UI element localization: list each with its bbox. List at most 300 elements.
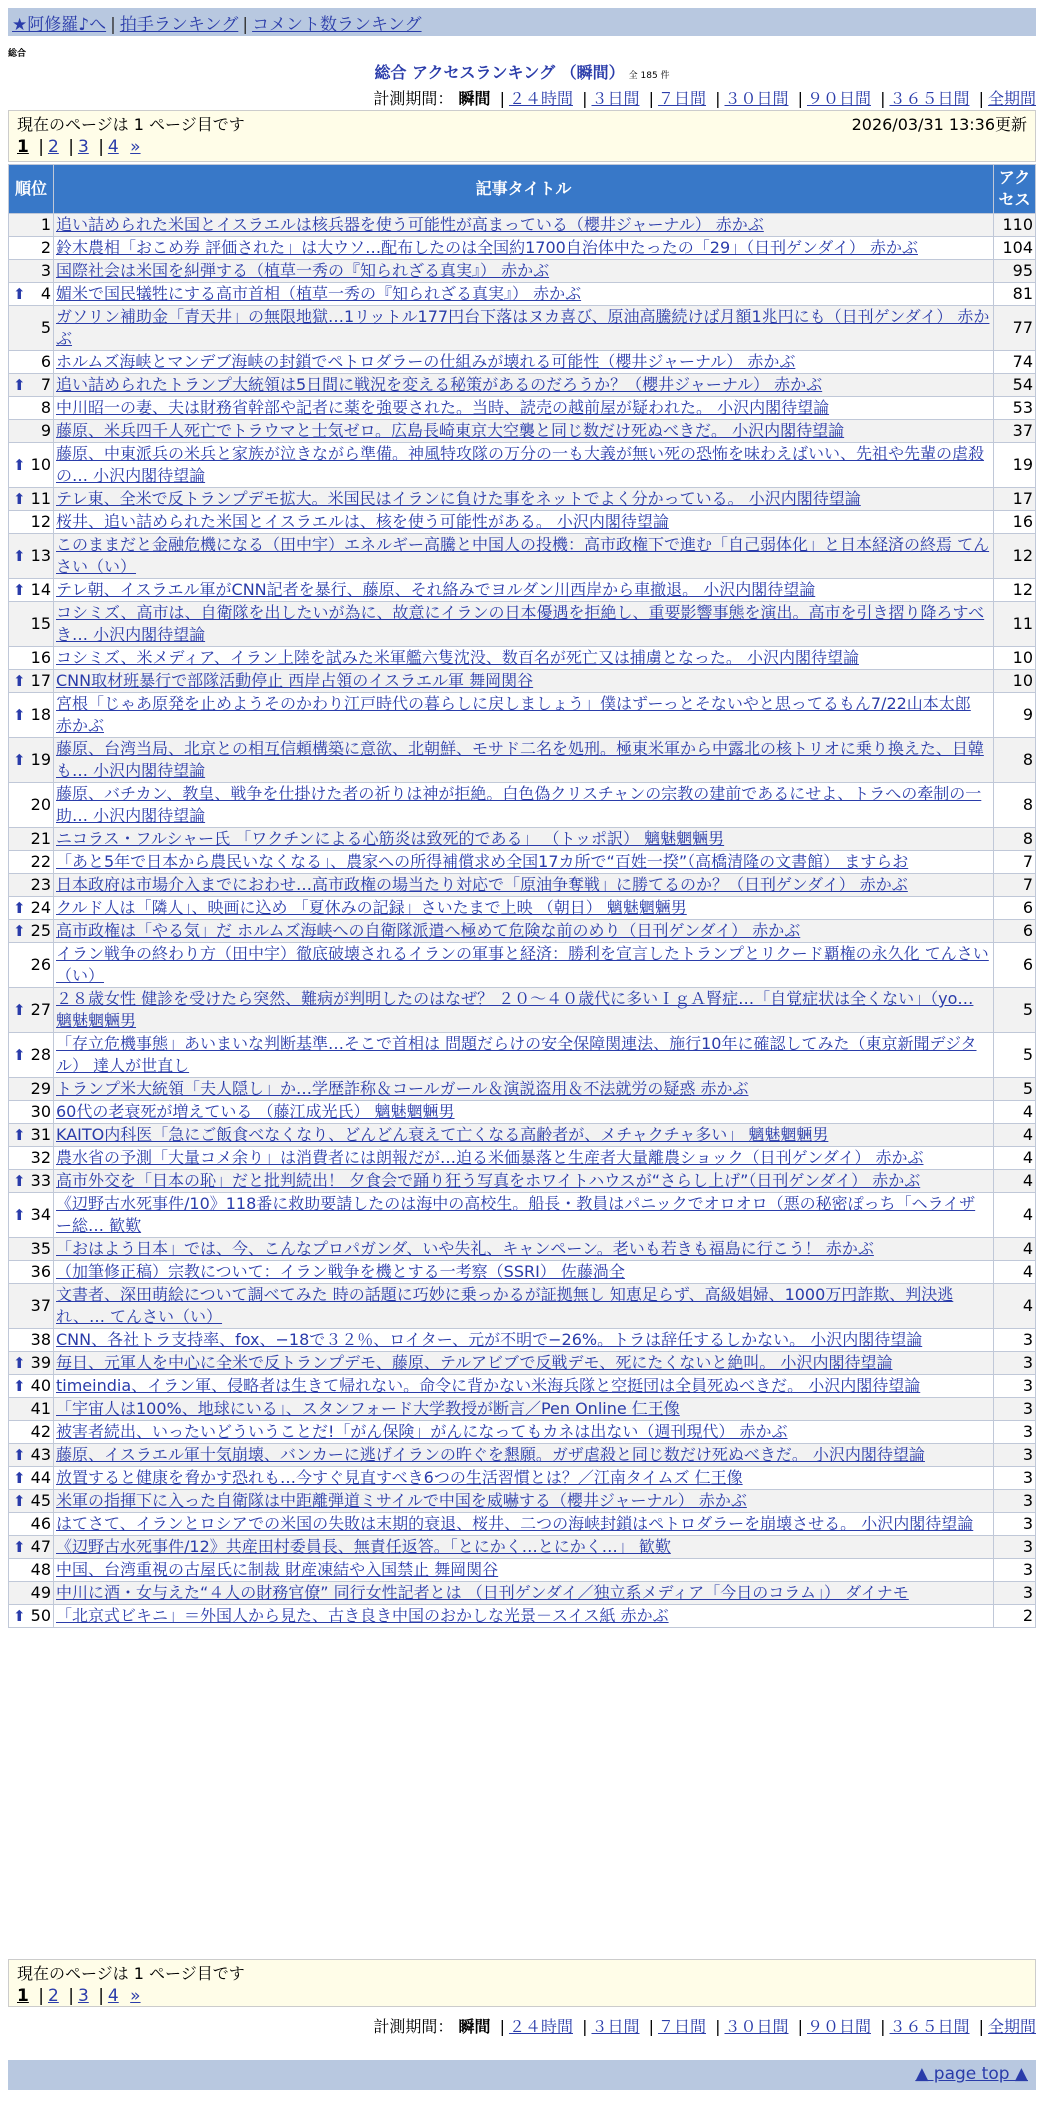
rank-cell: [9, 1033, 54, 1078]
rank-cell: [9, 1193, 54, 1238]
rank-number: 3: [40, 261, 51, 280]
rank-cell: [9, 647, 54, 670]
article-link[interactable]: 藤原、イスラエル軍十気崩壊、バンカーに逃げイランの旿ぐを懇願。ガザ虐殺と同じ数だけ死ぬべきだ。 小沢内閣待望論: [56, 1445, 925, 1464]
article-link[interactable]: 日本政府は市場介入までにおわせ…高市政権の場当たり対応で「原油争奪戦」に勝てるのか？（日刊ゲンダイ） 赤かぶ: [56, 875, 908, 894]
rank-number: 14: [30, 580, 51, 599]
access-count: 4: [994, 1261, 1036, 1284]
title-cell: [54, 897, 994, 920]
article-link[interactable]: テレ朝、イスラエル軍がCNN記者を暴行、藤原、それ絡みでヨルダン川西岸から車撤退。 小沢内閣待望論: [56, 580, 816, 599]
rank-number: 11: [30, 489, 51, 508]
pager-separator: |: [38, 137, 44, 157]
rank-number: 41: [30, 1399, 51, 1418]
title-cell: [54, 1467, 994, 1490]
rank-number: 18: [30, 705, 51, 724]
article-link[interactable]: 米軍の指揮下に入った自衛隊は中距離弾道ミサイルで中国を威嚇する（櫻井ジャーナル） 赤かぶ: [56, 1491, 747, 1510]
clap-ranking-link[interactable]: 拍手ランキング: [119, 15, 239, 35]
current-page-text: 現在のページは 1 ページ目です: [17, 115, 245, 134]
rank-up-arrow-icon: ⬆: [13, 1538, 26, 1556]
access-count: 12: [994, 534, 1036, 579]
rank-cell: [9, 260, 54, 283]
table-row: [9, 1605, 1036, 1628]
rank-number: 8: [40, 398, 51, 417]
title-cell: [54, 1513, 994, 1536]
pager-page-3[interactable]: 3: [77, 137, 89, 157]
rank-number: 33: [30, 1171, 51, 1190]
rank-cell: [9, 1124, 54, 1147]
article-link[interactable]: 中国、台湾重視の古屋氏に制裁 財産凍結や入国禁止 舞岡関谷: [56, 1560, 499, 1579]
article-link[interactable]: 高市外交を「日本の恥」だと批判続出！ 夕食会で踊り狂う写真をホワイトハウスが“さらし上げ”（日刊ゲンダイ） 赤かぶ: [56, 1171, 921, 1190]
article-link[interactable]: 毎日、元軍人を中心に全米で反トランプデモ、藤原、テルアビブで反戦デモ、死にたくないと絶叫。 小沢内閣待望論: [56, 1353, 893, 1372]
access-count: 53: [994, 397, 1036, 420]
page-top-link[interactable]: ▲ page top ▲: [915, 2064, 1028, 2084]
title-cell: [54, 397, 994, 420]
rank-number: 17: [30, 671, 51, 690]
rank-number: 49: [30, 1583, 51, 1602]
access-count: 5: [994, 1078, 1036, 1101]
article-link[interactable]: 農水省の予測「大量コメ余り」は消費者には朗報だが…迫る米価暴落と生産者大量離農ショック（日刊ゲンダイ） 赤かぶ: [56, 1148, 924, 1167]
article-link[interactable]: CNN、各社トラ支持率、fox、−18で３２％、ロイター、元が不明で−26%。トラは辞任するしかない。 小沢内閣待望論: [56, 1330, 923, 1349]
category-label: 総合: [8, 49, 27, 59]
rank-number: 5: [40, 318, 51, 337]
table-row: [9, 1582, 1036, 1605]
title-cell: [54, 828, 994, 851]
table-row: [9, 693, 1036, 738]
rank-up-arrow-icon: ⬆: [13, 1046, 26, 1064]
rank-up-arrow-icon: ⬆: [13, 1126, 26, 1144]
access-count: 3: [994, 1559, 1036, 1582]
title-cell: [54, 874, 994, 897]
rank-cell: [9, 351, 54, 374]
period-current: 瞬間: [458, 89, 491, 108]
table-row: [9, 1421, 1036, 1444]
access-count: 5: [994, 988, 1036, 1033]
rank-up-arrow-icon: ⬆: [13, 547, 26, 565]
pager-separator: |: [98, 1986, 104, 2006]
article-link[interactable]: ホルムズ海峡とマンデブ海峡の封鎖でペトロダラーの仕組みが壊れる可能性（櫻井ジャーナル） 赤かぶ: [56, 352, 796, 371]
rank-cell: [9, 1582, 54, 1605]
rank-number: 34: [30, 1205, 51, 1224]
article-link[interactable]: コシミズ、米メディア、イラン上陸を試みた米軍艦六隻沈没、数百名が死亡又は捕虜となった。 小沢内閣待望論: [56, 648, 860, 667]
title-cell: [54, 1078, 994, 1101]
table-row: [9, 851, 1036, 874]
access-count: 3: [994, 1421, 1036, 1444]
article-link[interactable]: 追い詰められたトランプ大統領は5日間に戦況を変える秘策があるのだろうか？（櫻井ジャーナル） 赤かぶ: [56, 375, 823, 394]
rank-number: 47: [30, 1537, 51, 1556]
rank-number: 50: [30, 1606, 51, 1625]
rank-cell: [9, 488, 54, 511]
title-cell: [54, 1536, 994, 1559]
table-row: [9, 1467, 1036, 1490]
rank-cell: [9, 1490, 54, 1513]
rank-cell: [9, 602, 54, 647]
table-row: [9, 443, 1036, 488]
rank-cell: [9, 420, 54, 443]
rank-up-arrow-icon: ⬆: [13, 1001, 26, 1019]
period-separator: |: [880, 89, 886, 108]
table-row: [9, 397, 1036, 420]
top-nav: [8, 8, 1036, 36]
pager-separator: |: [98, 137, 104, 157]
access-count: 5: [994, 1033, 1036, 1078]
rank-cell: [9, 1421, 54, 1444]
rank-cell: [9, 1513, 54, 1536]
table-row: [9, 1101, 1036, 1124]
table-row: [9, 1490, 1036, 1513]
rank-cell: [9, 738, 54, 783]
rank-up-arrow-icon: ⬆: [13, 1206, 26, 1224]
rank-cell: [9, 943, 54, 988]
rank-cell: [9, 214, 54, 237]
table-row: [9, 1078, 1036, 1101]
pager-top: [17, 137, 1027, 157]
article-link[interactable]: 「おはよう日本」では、今、こんなプロパガンダ、いや失礼、キャンペーン。老いも若きも福島に行こう！ 赤かぶ: [56, 1239, 874, 1258]
article-link[interactable]: 国際社会は米国を糾弾する（植草一秀の『知られざる真実』） 赤かぶ: [56, 261, 550, 280]
rank-up-arrow-icon: ⬆: [13, 751, 26, 769]
table-row: [9, 920, 1036, 943]
title-cell: [54, 1101, 994, 1124]
rank-number: 20: [30, 795, 51, 814]
title-cell: [54, 374, 994, 397]
period-current: 瞬間: [458, 2017, 491, 2036]
rank-up-arrow-icon: ⬆: [13, 1469, 26, 1487]
rank-up-arrow-icon: ⬆: [13, 672, 26, 690]
rank-cell: [9, 306, 54, 351]
article-link[interactable]: 追い詰められた米国とイスラエルは核兵器を使う可能性が高まっている（櫻井ジャーナル） 赤かぶ: [56, 215, 764, 234]
rank-number: 46: [30, 1514, 51, 1533]
period-separator: |: [880, 2017, 886, 2036]
title-cell: [54, 1398, 994, 1421]
article-link[interactable]: CNN取材班暴行で部隊活動停止 西岸占領のイスラエル軍 舞岡関谷: [56, 671, 534, 690]
nav-separator: |: [242, 15, 249, 35]
article-link[interactable]: コシミズ、高市は、自衛隊を出したいが為に、故意にイランの日本優遇を拒絶し、重要影響事態を演出。高市を引き摺り降ろすべき… 小沢内閣待望論: [56, 603, 985, 644]
title-cell: [54, 534, 994, 579]
period-selector-bottom: [373, 2014, 1036, 2037]
rank-cell: [9, 1444, 54, 1467]
title-cell: [54, 920, 994, 943]
table-row: [9, 534, 1036, 579]
rank-cell: [9, 443, 54, 488]
period-separator: |: [978, 89, 984, 108]
period-link-365d[interactable]: ３６５日間: [889, 2017, 970, 2036]
access-count: 4: [994, 1124, 1036, 1147]
rank-up-arrow-icon: ⬆: [13, 581, 26, 599]
rank-header: 順位: [9, 165, 54, 214]
comment-ranking-link[interactable]: コメント数ランキング: [252, 15, 422, 35]
article-link[interactable]: このままだと金融危機になる（田中宇）エネルギー高騰と中国人の投機：高市政権下で進む「自己弱体化」と日本経済の終焉 てんさい（い）: [56, 535, 990, 576]
title-cell: [54, 1284, 994, 1329]
rank-number: 12: [30, 512, 51, 531]
rank-number: 10: [30, 455, 51, 474]
rank-number: 37: [30, 1296, 51, 1315]
access-count: 3: [994, 1536, 1036, 1559]
rank-cell: [9, 670, 54, 693]
table-row: [9, 306, 1036, 351]
access-count: 4: [994, 1147, 1036, 1170]
table-row: [9, 1261, 1036, 1284]
title-cell: [54, 1170, 994, 1193]
article-link[interactable]: 60代の老衰死が増えている （藤江成光氏） 魑魅魍魎男: [56, 1102, 455, 1121]
rank-cell: [9, 1147, 54, 1170]
pager-current-page: 1: [17, 1986, 29, 2006]
title-cell: [54, 283, 994, 306]
article-link[interactable]: イラン戦争の終わり方（田中宇）徹底破壊されるイランの軍事と経済：勝利を宣言したトランプとリクード覇権の永久化 てんさい（い）: [56, 944, 989, 985]
title-cell: [54, 443, 994, 488]
article-link[interactable]: ２８歳女性 健診を受けたら突然、難病が判明したのはなぜ？ ２０～４０歳代に多いＩｇＡ腎症…「自覚症状は全くない」（yo… 魑魅魍魎男: [56, 989, 974, 1030]
table-row: [9, 351, 1036, 374]
table-row: [9, 1033, 1036, 1078]
title-cell: [54, 602, 994, 647]
table-row: [9, 283, 1036, 306]
access-count: 8: [994, 828, 1036, 851]
table-row: [9, 1284, 1036, 1329]
rank-cell: [9, 1284, 54, 1329]
title-cell: [54, 420, 994, 443]
table-header-row: [9, 165, 1036, 214]
rank-cell: [9, 897, 54, 920]
period-separator: |: [648, 89, 654, 108]
access-count: 104: [994, 237, 1036, 260]
pager-page-2[interactable]: 2: [47, 1986, 59, 2006]
rank-cell: [9, 283, 54, 306]
article-link[interactable]: 高市政権は「やる気」だ ホルムズ海峡への自衛隊派遣へ極めて危険な前のめり（日刊ゲンダイ） 赤かぶ: [56, 921, 801, 940]
table-row: [9, 647, 1036, 670]
rank-cell: [9, 1170, 54, 1193]
ranking-table: [8, 164, 1036, 1628]
rank-number: 38: [30, 1330, 51, 1349]
rank-up-arrow-icon: ⬆: [13, 376, 26, 394]
article-link[interactable]: 媚米で国民犠牲にする高市首相（植草一秀の『知られざる真実』） 赤かぶ: [56, 284, 582, 303]
table-row: [9, 738, 1036, 783]
access-count: 10: [994, 670, 1036, 693]
access-count: 3: [994, 1329, 1036, 1352]
rank-cell: [9, 1398, 54, 1421]
access-count: 2: [994, 1605, 1036, 1628]
table-row: [9, 1513, 1036, 1536]
title-cell: [54, 647, 994, 670]
article-link[interactable]: クルド人は「隣人」、映画に込め 「夏休みの記録」さいたまで上映 （朝日） 魑魅魍魎男: [56, 898, 687, 917]
rank-number: 1: [40, 215, 51, 234]
pager-next[interactable]: »: [130, 1986, 141, 2006]
pager-next[interactable]: »: [130, 137, 141, 157]
period-link-30d[interactable]: ３０日間: [724, 89, 789, 108]
period-separator: |: [648, 2017, 654, 2036]
article-link[interactable]: ニコラス・フルシャー氏 「ワクチンによる心筋炎は致死的である」 （トッポ訳） 魑魅魍魎男: [56, 829, 725, 848]
table-row: [9, 1193, 1036, 1238]
rank-number: 19: [30, 750, 51, 769]
rank-number: 40: [30, 1376, 51, 1395]
title-cell: [54, 943, 994, 988]
table-row: [9, 874, 1036, 897]
table-row: [9, 237, 1036, 260]
rank-cell: [9, 1261, 54, 1284]
table-row: [9, 488, 1036, 511]
table-row: [9, 374, 1036, 397]
access-count: 81: [994, 283, 1036, 306]
rank-number: 9: [40, 421, 51, 440]
article-link[interactable]: timeindia、イラン軍、侵略者は生きて帰れない。命令に背かない米海兵隊と空挺団は全員死ぬべきだ。 小沢内閣待望論: [56, 1376, 921, 1395]
article-link[interactable]: テレ東、全米で反トランプデモ拡大。米国民はイランに負けた事をネットでよく分かっている。 小沢内閣待望論: [56, 489, 861, 508]
title-cell: [54, 1261, 994, 1284]
access-count: 4: [994, 1170, 1036, 1193]
access-count: 9: [994, 693, 1036, 738]
access-count: 10: [994, 647, 1036, 670]
article-link[interactable]: 「存立危機事態」あいまいな判断基準…そこで首相は 問題だらけの安全保障関連法、施行10年に確認してみた（東京新聞デジタル） 達人が世直し: [56, 1034, 977, 1075]
access-count: 19: [994, 443, 1036, 488]
title-cell: [54, 851, 994, 874]
pager-page-2[interactable]: 2: [47, 137, 59, 157]
title-header: 記事タイトル: [54, 165, 994, 214]
period-link-all[interactable]: 全期間: [987, 2017, 1036, 2036]
period-link-30d[interactable]: ３０日間: [724, 2017, 789, 2036]
article-link[interactable]: （加筆修正稿）宗教について：イラン戦争を機とする一考察（SSRI） 佐藤渦全: [56, 1262, 625, 1281]
table-row: [9, 1170, 1036, 1193]
rank-number: 28: [30, 1045, 51, 1064]
rank-up-arrow-icon: ⬆: [13, 899, 26, 917]
article-link[interactable]: ガソリン補助金「青天井」の無限地獄…1リットル177円台下落はヌカ喜び、原油高騰続けば月額1兆円にも（日刊ゲンダイ） 赤かぶ: [56, 307, 990, 348]
title-cell: [54, 1033, 994, 1078]
footer-bar: [8, 2060, 1036, 2090]
access-count: 95: [994, 260, 1036, 283]
title-cell: [54, 670, 994, 693]
period-link-365d[interactable]: ３６５日間: [889, 89, 970, 108]
table-row: [9, 214, 1036, 237]
rank-number: 32: [30, 1148, 51, 1167]
period-link-7d[interactable]: ７日間: [657, 2017, 706, 2036]
table-row: [9, 988, 1036, 1033]
access-header: アクセス: [994, 165, 1036, 214]
article-link[interactable]: トランプ米大統領「夫人隠し」か…学歴詐称＆コールガール＆演説盗用＆不法就労の疑惑 赤かぶ: [56, 1079, 749, 1098]
pager-current-page: 1: [17, 137, 29, 157]
table-row: [9, 828, 1036, 851]
access-count: 7: [994, 851, 1036, 874]
period-separator: |: [715, 89, 721, 108]
access-count: 37: [994, 420, 1036, 443]
title-cell: [54, 738, 994, 783]
access-count: 6: [994, 897, 1036, 920]
rank-number: 36: [30, 1262, 51, 1281]
article-link[interactable]: 被害者続出、いったいどういうことだ!「がん保険」がんになってもカネは出ない（週刊現代） 赤かぶ: [56, 1422, 788, 1441]
period-link-90d[interactable]: ９０日間: [806, 89, 871, 108]
pager-page-3[interactable]: 3: [77, 1986, 89, 2006]
article-link[interactable]: 藤原、台湾当局、北京との相互信頼構築に意欲、北朝鮮、モサド二名を処刑。極東米軍から中露北の核トリオに乗り換えた、日韓も… 小沢内閣待望論: [56, 739, 984, 780]
article-link[interactable]: KAITO内科医「急にご飯食べなくなり、どんどん衰えて亡くなる高齢者が、メチャクチャ多い」 魑魅魍魎男: [56, 1125, 829, 1144]
title-cell: [54, 1582, 994, 1605]
rank-up-arrow-icon: ⬆: [13, 1607, 26, 1625]
article-link[interactable]: 桜井、追い詰められた米国とイスラエルは、核を使う可能性がある。 小沢内閣待望論: [56, 512, 669, 531]
rank-number: 39: [30, 1353, 51, 1372]
article-link[interactable]: 藤原、バチカン、教皇、戦争を仕掛けた者の祈りは神が拒絶。白色偽クリスチャンの宗教の建前であるにせよ、トラへの牽制の一助… 小沢内閣待望論: [56, 784, 982, 825]
table-row: [9, 1352, 1036, 1375]
title-cell: [54, 1490, 994, 1513]
access-count: 3: [994, 1582, 1036, 1605]
period-separator: |: [797, 89, 803, 108]
home-link[interactable]: ★阿修羅♪へ: [12, 15, 107, 35]
access-count: 12: [994, 579, 1036, 602]
rank-number: 35: [30, 1239, 51, 1258]
table-row: [9, 783, 1036, 828]
period-selector-top: [373, 86, 1036, 109]
title-cell: [54, 351, 994, 374]
article-link[interactable]: 鈴木農相「おこめ券 評価された」は大ウソ…配布したのは全国約1700自治体中たったの「29」（日刊ゲンダイ） 赤かぶ: [56, 238, 918, 257]
article-link[interactable]: 放置すると健康を脅かす恐れも…今すぐ見直すべき6つの生活習慣とは？／江南タイムズ 仁王像: [56, 1468, 743, 1487]
period-separator: |: [499, 2017, 505, 2036]
rank-cell: [9, 1329, 54, 1352]
period-link-24h[interactable]: ２４時間: [508, 89, 573, 108]
rank-number: 7: [40, 375, 51, 394]
period-link-7d[interactable]: ７日間: [657, 89, 706, 108]
access-count: 4: [994, 1284, 1036, 1329]
period-link-all[interactable]: 全期間: [987, 89, 1036, 108]
pager-page-4[interactable]: 4: [107, 137, 119, 157]
title-cell: [54, 1444, 994, 1467]
rank-number: 24: [30, 898, 51, 917]
pager-page-4[interactable]: 4: [107, 1986, 119, 2006]
rank-number: 2: [40, 238, 51, 257]
rank-up-arrow-icon: ⬆: [13, 285, 26, 303]
pager-separator: |: [68, 137, 74, 157]
article-link[interactable]: 「北京式ビキニ」＝外国人から見た、古き良き中国のおかしな光景－スイス紙 赤かぶ: [56, 1606, 669, 1625]
article-link[interactable]: 《辺野古水死事件/10》118番に救助要請したのは海中の高校生。船長・教員はパニックでオロオロ（悪の秘密ぽっち「ヘライザー総… 歓歎: [56, 1194, 976, 1235]
access-count: 74: [994, 351, 1036, 374]
article-link[interactable]: 藤原、米兵四千人死亡でトラウマと士気ゼロ。広島長崎東京大空襲と同じ数だけ死ぬべきだ。 小沢内閣待望論: [56, 421, 845, 440]
article-link[interactable]: 中川昭一の妻、夫は財務省幹部や記者に薬を強要された。当時、読売の越前屋が疑われた。 小沢内閣待望論: [56, 398, 830, 417]
table-row: [9, 1536, 1036, 1559]
total-count: 全 185 件: [628, 71, 670, 81]
ranking-title: 総合 アクセスランキング （瞬間）: [374, 63, 625, 82]
article-link[interactable]: 宮根「じゃあ原発を止めようそのかわり江戸時代の暮らしに戻しましょう」僕はずーっとそないやと思ってるもん7/22山本太郎 赤かぶ: [56, 694, 971, 735]
title-cell: [54, 693, 994, 738]
article-link[interactable]: はてさて、イランとロシアでの米国の失敗は末期的衰退、桜井、二つの海峡封鎖はペトロダラーを崩壊させる。 小沢内閣待望論: [56, 1514, 974, 1533]
nav-separator: |: [110, 15, 116, 35]
title-cell: [54, 1352, 994, 1375]
rank-number: 44: [30, 1468, 51, 1487]
pager-separator: |: [68, 1986, 74, 2006]
article-link[interactable]: 藤原、中東派兵の米兵と家族が泣きながら準備。神風特攻隊の万分の一も大義が無い死の恐怖を味わえばいい、先祖や先輩の虐殺の… 小沢内閣待望論: [56, 444, 985, 485]
title-cell: [54, 1605, 994, 1628]
article-link[interactable]: 中川に酒・女与えた“４人の財務官僚” 同行女性記者とは （日刊ゲンダイ／独立系メディア「今日のコラム」） ダイナモ: [56, 1583, 909, 1602]
rank-cell: [9, 374, 54, 397]
page-info-top: [8, 110, 1036, 162]
access-count: 6: [994, 943, 1036, 988]
access-count: 17: [994, 488, 1036, 511]
period-label: 計測期間：: [373, 2017, 454, 2036]
access-count: 4: [994, 1101, 1036, 1124]
rank-number: 4: [40, 284, 51, 303]
title-cell: [54, 783, 994, 828]
rank-number: 30: [30, 1102, 51, 1121]
article-link[interactable]: 文書者、深田萌絵について調べてみた 時の話題に巧妙に乗っかるが証拠無し 知恵足らず、高級娼婦、1000万円詐欺、判決逃れ、… てんさい（い）: [56, 1285, 954, 1326]
article-link[interactable]: 「あと5年で日本から農民いなくなる」、農家への所得補償求め全国17カ所で“百姓一揆”（高橋清隆の文書館） ますらお: [56, 852, 909, 871]
period-link-3d[interactable]: ３日間: [591, 2017, 640, 2036]
title-cell: [54, 1124, 994, 1147]
rank-number: 15: [30, 614, 51, 633]
rank-number: 25: [30, 921, 51, 940]
rank-number: 6: [40, 352, 51, 371]
rank-cell: [9, 1375, 54, 1398]
access-count: 3: [994, 1352, 1036, 1375]
title-cell: [54, 237, 994, 260]
period-link-3d[interactable]: ３日間: [591, 89, 640, 108]
period-link-24h[interactable]: ２４時間: [508, 2017, 573, 2036]
article-link[interactable]: 《辺野古水死事件/12》共産田村委員長、無責任返答。「とにかく…とにかく…」 歓歎: [56, 1537, 671, 1556]
period-link-90d[interactable]: ９０日間: [806, 2017, 871, 2036]
title-cell: [54, 1147, 994, 1170]
rank-up-arrow-icon: ⬆: [13, 1492, 26, 1510]
article-link[interactable]: 「宇宙人は100%、地球にいる」、スタンフォード大学教授が断言／Pen Online 仁王像: [56, 1399, 680, 1418]
access-count: 3: [994, 1375, 1036, 1398]
title-cell: [54, 1559, 994, 1582]
table-row: [9, 511, 1036, 534]
